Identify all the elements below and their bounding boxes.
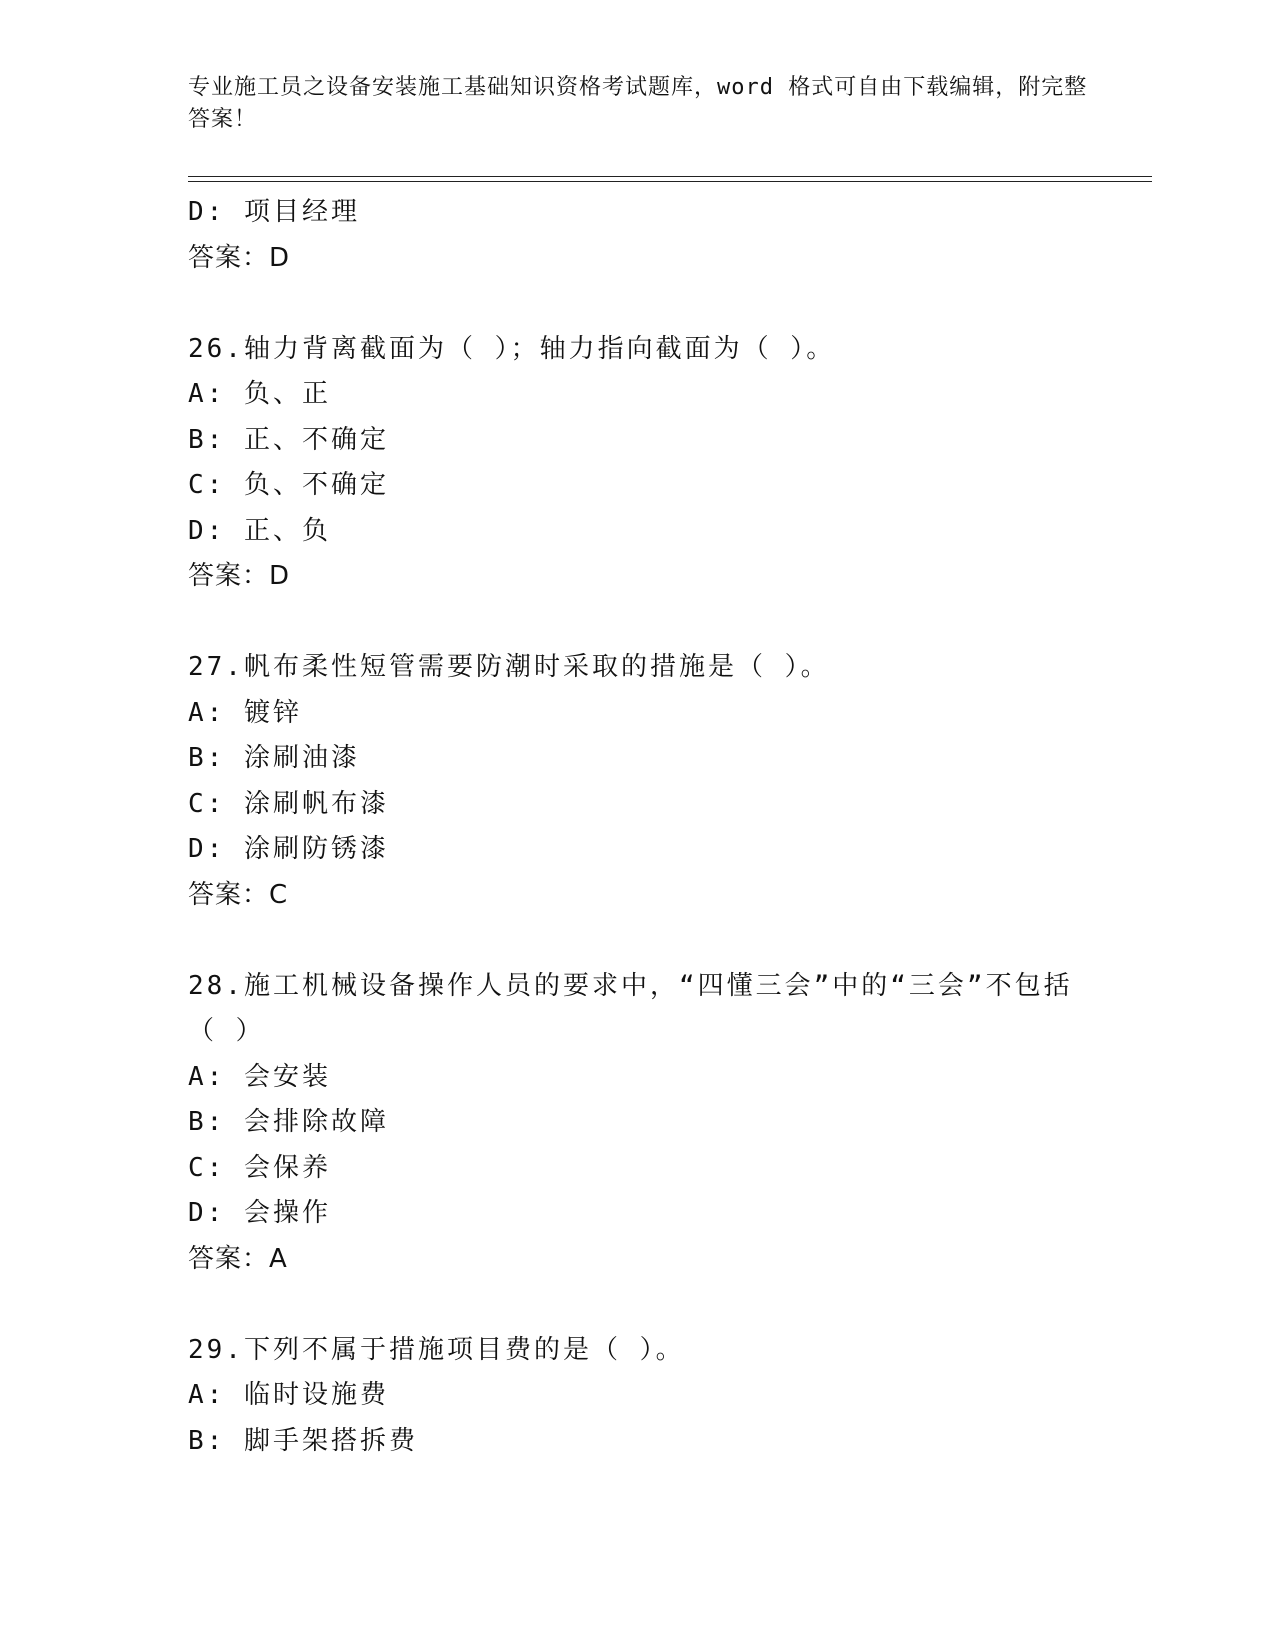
question-title: 26.轴力背离截面为（ ）；轴力指向截面为（ ）。 [188,333,836,364]
option-d: D: 会操作 [188,1198,331,1228]
answer-line: 答案：D [188,561,291,591]
option-a: A: 会安装 [188,1061,331,1092]
spacer [188,600,1152,646]
option-d: D: 项目经理 [188,197,360,227]
spacer [188,918,1152,964]
option-a: A: 临时设施费 [188,1380,389,1410]
option-b: B: 正、不确定 [188,424,389,455]
option-c: C: 会保养 [188,1152,331,1183]
answer-line: 答案：D [188,242,291,273]
option-c: C: 涂刷帆布漆 [188,788,389,819]
option-d: D: 正、负 [188,515,331,546]
question-content [188,190,1152,1464]
spacer [188,281,1152,327]
spacer [188,1282,1152,1328]
question-27 [188,645,1152,918]
option-d: D: 涂刷防锈漆 [188,834,389,864]
option-b: B: 会排除故障 [188,1107,389,1137]
question-title: 27.帆布柔性短管需要防潮时采取的措施是（ ）。 [188,652,830,682]
document-header: 专业施工员之设备安装施工基础知识资格考试题库，word 格式可自由下载编辑，附完整答案！ [188,75,1088,132]
option-b: B: 涂刷油漆 [188,743,360,773]
question-29 [188,1328,1152,1465]
question-title: 28.施工机械设备操作人员的要求中，“四懂三会”中的“三会”不包括（ ） [188,970,1073,1046]
option-c: C: 负、不确定 [188,470,389,500]
question-25-tail [188,190,1152,281]
option-a: A: 负、正 [188,379,331,409]
question-28 [188,964,1152,1283]
answer-line: 答案：A [188,1243,288,1274]
header-rule-bottom [188,181,1152,182]
answer-line: 答案：C [188,879,289,910]
option-a: A: 镀锌 [188,697,302,728]
question-title: 29.下列不属于措施项目费的是（ ）。 [188,1334,685,1365]
question-26 [188,327,1152,600]
header-rule-top [188,176,1152,177]
option-b: B: 脚手架搭拆费 [188,1425,418,1456]
